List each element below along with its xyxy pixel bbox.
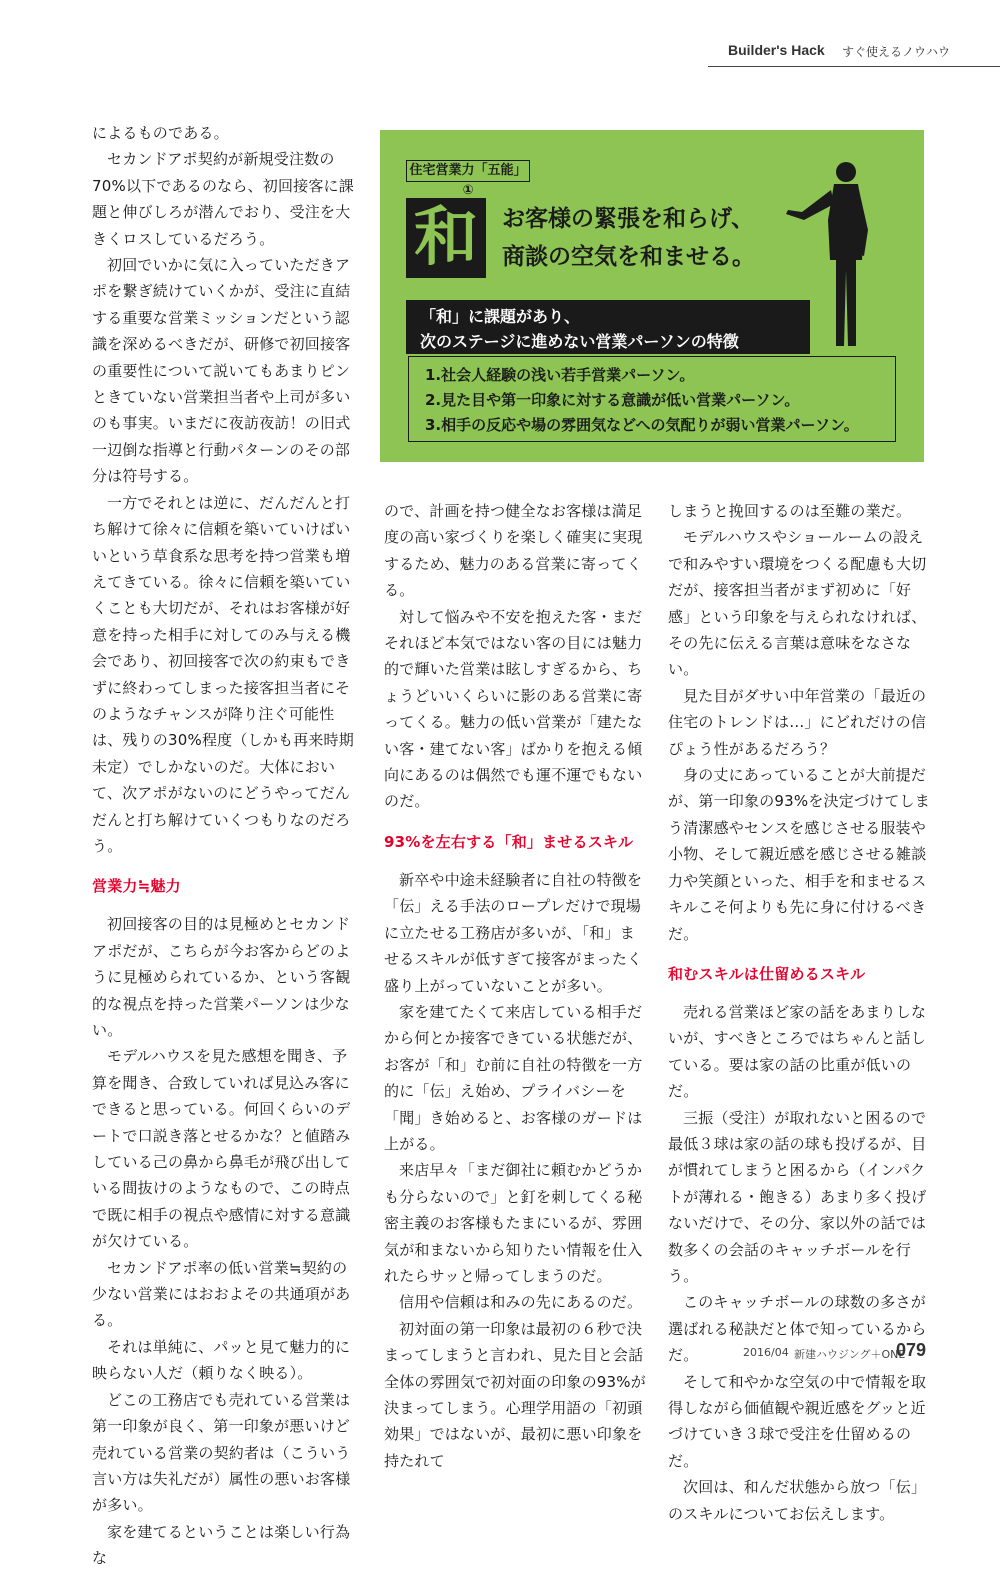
magazine-name: 新建ハウジング＋ONE [794, 1348, 906, 1361]
feature-kanji: 和 [406, 198, 486, 278]
feature-subhead [406, 300, 810, 354]
article-column-3 [668, 498, 930, 1527]
article-column-2 [384, 498, 646, 1474]
paragraph: セカンドアポ率の低い営業≒契約の少ない営業にはおおよその共通項がある。 [92, 1258, 351, 1330]
paragraph: によるものである。 [92, 124, 229, 142]
paragraph: ので、計画を持つ健全なお客様は満足度の高い家づくりを楽しく確実に実現するため、魅力のある営業に寄ってくる。 [384, 502, 643, 600]
list-item: 3.相手の反応や場の雰囲気などへの気配りが弱い営業パーソン。 [425, 416, 859, 434]
paragraph: 一方でそれとは逆に、だんだんと打ち解けて徐々に信頼を築いていけばいいという草食系な思考を持つ営業も増えてきている。徐々に信頼を築いていくことも大切だが、それはお客様が好意を持った相手に対してのみ与える機会であり、初回接客で次の約束もできずに終わってしまった接客担当者にそのようなチャンスが降り注ぐ可能性は、残りの30%程度（しかも再来時期未定）でしかないのだ。大体において、次アポがないのにどうやってだんだんと打ち解けていくつもりなのだろう。 [92, 493, 354, 855]
paragraph: そして和やかな空気の中で情報を取得しながら価値観や親近感をグッと近づけていき３球で受注を仕留めるのだ。 [668, 1372, 927, 1470]
issue-date: 2016/04 [743, 1346, 789, 1359]
feature-box [380, 130, 924, 462]
feature-headline [502, 200, 802, 276]
paragraph: 対して悩みや不安を抱えた客・まだそれほど本気ではない客の目には魅力的で輝いた営業は眩しすぎるから、ちょうどいいくらいに影のある営業に寄ってくる。魅力の低い営業が「建たない客・建てない客」ばかりを抱える傾向にあるのは偶然でも運不運でもないのだ。 [384, 607, 643, 811]
list-item: 1.社会人経験の浅い若手営業パーソン。 [425, 366, 695, 384]
paragraph: 初回でいかに気に入っていただきアポを繋ぎ続けていくかが、受注に直結する重要な営業ミッションだという認識を深めるべきだが、研修で初回接客の重要性について説いてもあまりピンときていない営業担当者や上司が多いのも事実。いまだに夜訪夜訪！の旧式一辺倒な指導と行動パターンのその部分は符号する。 [92, 256, 351, 486]
running-header [708, 40, 1000, 67]
subhead-line: 「和」に課題があり、 [420, 307, 581, 326]
page-footer [740, 1340, 940, 1364]
paragraph: 家を建てるということは楽しい行為な [92, 1522, 351, 1568]
section-heading: 和むスキルは仕留めるスキル [668, 964, 866, 983]
series-tagline: すぐ使えるノウハウ [842, 45, 951, 59]
paragraph: 身の丈にあっていることが大前提だが、第一印象の93%を決定づけてしまう清潔感やセンスを感じさせる服装や小物、そして親近感を感じさせる雑談力や笑顔といった、相手を和ませるスキルこそ何よりも先に身に付けるべきだ。 [668, 766, 930, 943]
paragraph: しまうと挽回するのは至難の業だ。 [668, 502, 912, 520]
series-title: Builder's Hack [728, 42, 825, 58]
paragraph: セカンドアポ契約が新規受注数の70%以下であるのなら、初回接客に課題と伸びしろが潜んでおり、受注を大きくロスしているだろう。 [92, 150, 354, 248]
paragraph: 来店早々「まだ御社に頼むかどうかも分らないので」と釘を刺してくる秘密主義のお客様もたまにいるが、雰囲気が和まないから知りたい情報を仕入れたらサッと帰ってしまうのだ。 [384, 1161, 643, 1285]
list-item: 2.見た目や第一印象に対する意識が低い営業パーソン。 [425, 391, 800, 409]
paragraph: それは単純に、パッと見て魅力的に映らない人だ（頼りなく映る）。 [92, 1337, 351, 1383]
paragraph: 新卒や中途未経験者に自社の特徴を「伝」える手法のロープレだけで現場に立たせる工務店が多いが、「和」ませるスキルが低すぎて接客がまったく盛り上がっていないことが多い。 [384, 870, 643, 995]
paragraph: 次回は、和んだ状態から放つ「伝」のスキルについてお伝えします。 [668, 1478, 927, 1523]
section-heading: 営業力≒魅力 [92, 877, 181, 896]
paragraph: 三振（受注）が取れないと困るので最低３球は家の話の球も投げるが、目が慣れてしまうと困るから（インパクトが薄れる・飽きる）あまり多く投げないだけで、その分、家以外の話では数多くの会話のキャッチボールを行う。 [668, 1108, 927, 1285]
paragraph: モデルハウスを見た感想を聞き、予算を聞き、合致していれば見込み客にできると思っている。何回くらいのデートで口説き落とせるかな？と値踏みしている己の鼻から鼻毛が飛び出している間抜けのようなもので、この時点で既に相手の視点や感情に対する意識が欠けている。 [92, 1047, 351, 1251]
paragraph: モデルハウスやショールームの設えで和みやすい環境をつくる配慮も大切だが、接客担当者がまず初めに「好感」という印象を与えられなければ、その先に伝える言葉は意味をなさない。 [668, 528, 927, 679]
feature-tag: 住宅営業力「五能」① [406, 160, 530, 182]
paragraph: 初回接客の目的は見極めとセカンドアポだが、こちらが今お客からどのように見極められているか、という客観的な視点を持った営業パーソンは少ない。 [92, 915, 351, 1039]
paragraph: 見た目がダサい中年営業の「最近の住宅のトレンドは…」にどれだけの信ぴょう性があるだろう？ [668, 686, 927, 758]
headline-line: 商談の空気を和ませる。 [502, 244, 755, 270]
paragraph: 初対面の第一印象は最初の６秒で決まってしまうと言われ、見た目と会話全体の雰囲気で初対面の印象の93%が決まってしまう。心理学用語の「初頭効果」ではないが、最初に悪い印象を持たれて [384, 1319, 646, 1470]
feature-list [408, 356, 896, 442]
paragraph: どこの工務店でも売れている営業は第一印象が良く、第一印象が悪いけど売れている営業の契約者は（こういう言い方は失礼だが）属性の悪いお客様が多い。 [92, 1390, 351, 1515]
page-number: 079 [896, 1340, 927, 1360]
paragraph: このキャッチボールの球数の多さが選ばれる秘訣だと体で知っているからだ。 [668, 1293, 927, 1365]
section-heading: 93%を左右する「和」ませるスキル [384, 832, 634, 851]
paragraph: 売れる営業ほど家の話をあまりしないが、すべきところではちゃんと話している。要は家の話の比重が低いのだ。 [668, 1002, 927, 1101]
article-column-1 [92, 120, 354, 1572]
subhead-line: 次のステージに進めない営業パーソンの特徴 [420, 332, 739, 351]
headline-line: お客様の緊張を和らげ、 [502, 206, 755, 232]
paragraph: 信用や信頼は和みの先にあるのだ。 [399, 1293, 643, 1312]
paragraph: 家を建てたくて来店している相手だから何とか接客できている状態だが、お客が「和」む前に自社の特徴を一方的に「伝」え始め、プライバシーを「聞」き始めると、お客様のガードは上がる。 [384, 1002, 643, 1153]
